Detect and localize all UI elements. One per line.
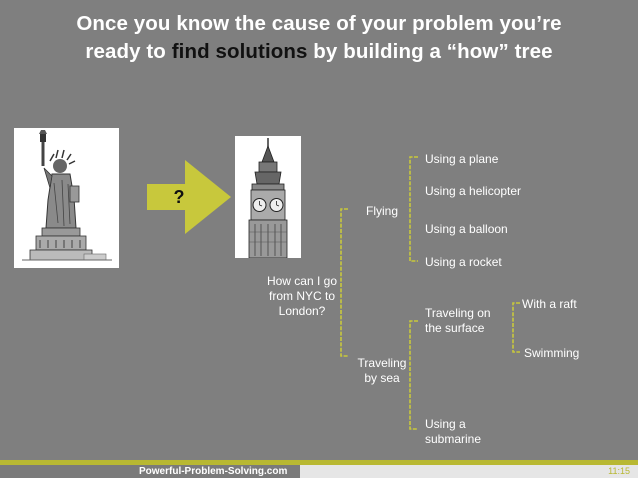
footer-right-panel <box>300 465 638 478</box>
leaf-plane: Using a plane <box>425 152 499 166</box>
branch-flying: Flying <box>366 204 399 218</box>
surface-bracket <box>513 303 520 352</box>
submarine-line-1: Using a <box>425 417 466 431</box>
leaf-balloon: Using a balloon <box>425 222 508 236</box>
submarine-line-2: submarine <box>425 432 482 446</box>
question-mark-label: ? <box>173 187 185 207</box>
root-bracket <box>341 209 348 356</box>
root-question <box>262 274 342 319</box>
footer-page-number: 11:15 <box>608 466 630 476</box>
sea-line-2: by sea <box>364 371 400 385</box>
root-line-2: from NYC to <box>268 289 335 303</box>
leaf-helicopter: Using a helicopter <box>425 184 522 198</box>
title-highlight: find solutions <box>171 40 308 63</box>
surface-line-1: Traveling on <box>425 306 491 320</box>
root-line-3: London? <box>278 304 326 318</box>
title-line-1: Once you know the cause of your problem you’re <box>76 12 562 35</box>
leaf-swimming: Swimming <box>524 346 580 360</box>
branch-sea <box>352 356 412 386</box>
root-line-1: How can I go <box>266 274 338 288</box>
leaf-submarine <box>425 417 481 447</box>
leaf-raft: With a raft <box>522 297 577 311</box>
leaf-rocket: Using a rocket <box>425 255 502 269</box>
surface-line-2: the surface <box>425 321 485 335</box>
footer-site-link[interactable]: Powerful-Problem-Solving.com <box>139 466 288 477</box>
sea-line-1: Traveling <box>357 356 407 370</box>
branch-surface <box>425 306 491 336</box>
flying-bracket <box>410 157 418 261</box>
title-line-2-post: by building a “how” tree <box>307 40 553 63</box>
title-line-2-pre: ready to <box>85 40 172 63</box>
